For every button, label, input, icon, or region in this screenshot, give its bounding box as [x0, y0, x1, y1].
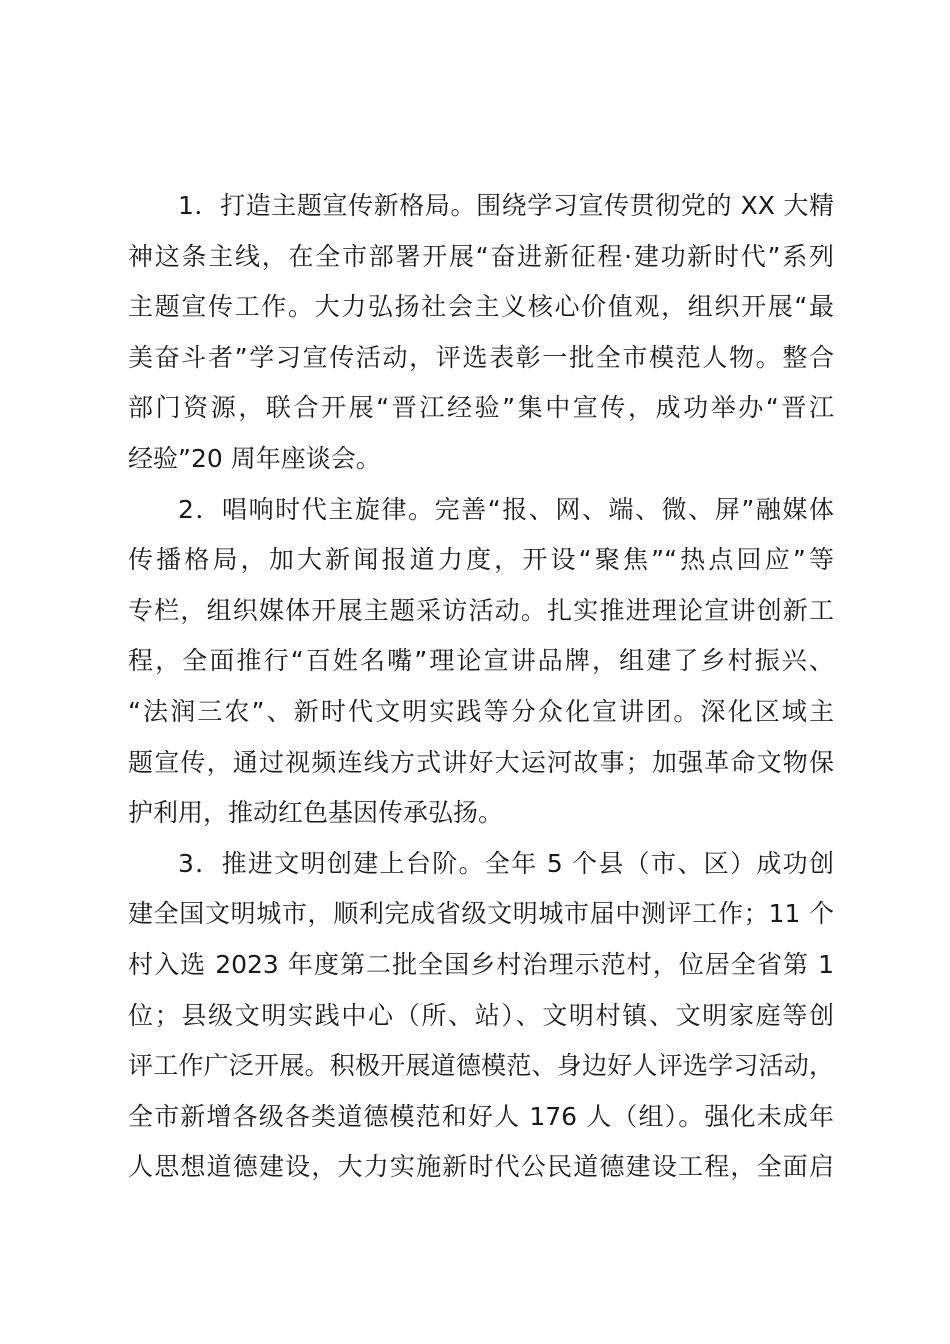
text-line: 1．打造主题宣传新格局。围绕学习宣传贯彻党的 XX 大精	[178, 191, 834, 220]
text-line: 部门资源，联合开展“晋江经验”集中宣传，成功举办“晋江	[128, 393, 834, 423]
document-body	[128, 181, 834, 1193]
text-line: 评工作广泛开展。积极开展道德模范、身边好人评选学习活动，	[128, 1051, 834, 1081]
text-line: 传播格局，加大新闻报道力度，开设“聚焦”“热点回应”等	[128, 545, 834, 575]
text-line: 村入选 2023 年度第二批全国乡村治理示范村，位居全省第 1	[128, 949, 834, 979]
text-line: 2．唱响时代主旋律。完善“报、网、端、微、屏”融媒体	[178, 494, 834, 524]
text-line: 人思想道德建设，大力实施新时代公民道德建设工程，全面启	[128, 1152, 834, 1182]
text-line: 建全国文明城市，顺利完成省级文明城市届中测评工作；11 个	[128, 899, 834, 929]
paragraph-1	[128, 181, 834, 485]
text-line: 位；县级文明实践中心（所、站）、文明村镇、文明家庭等创	[128, 1000, 834, 1030]
text-line: 专栏，组织媒体开展主题采访活动。扎实推进理论宣讲创新工	[128, 595, 834, 625]
text-line: 全市新增各级各类道德模范和好人 176 人（组）。强化未成年	[128, 1101, 834, 1131]
text-line: 经验”20 周年座谈会。	[128, 443, 381, 473]
text-line: 题宣传，通过视频连线方式讲好大运河故事；加强革命文物保	[128, 747, 834, 777]
text-line: 护利用，推动红色基因传承弘扬。	[128, 798, 504, 828]
text-line: 3．推进文明创建上台阶。全年 5 个县（市、区）成功创	[178, 848, 834, 878]
paragraph-2	[128, 485, 834, 839]
text-line: 程，全面推行“百姓名嘴”理论宣讲品牌，组建了乡村振兴、	[128, 646, 834, 676]
text-line: 美奋斗者”学习宣传活动，评选表彰一批全市模范人物。整合	[128, 342, 834, 372]
paragraph-3	[128, 839, 834, 1193]
text-line: 主题宣传工作。大力弘扬社会主义核心价值观，组织开展“最	[128, 292, 834, 322]
text-line: “法润三农”、新时代文明实践等分众化宣讲团。深化区域主	[128, 696, 834, 726]
text-line: 神这条主线，在全市部署开展“奋进新征程·建功新时代”系列	[128, 241, 834, 271]
